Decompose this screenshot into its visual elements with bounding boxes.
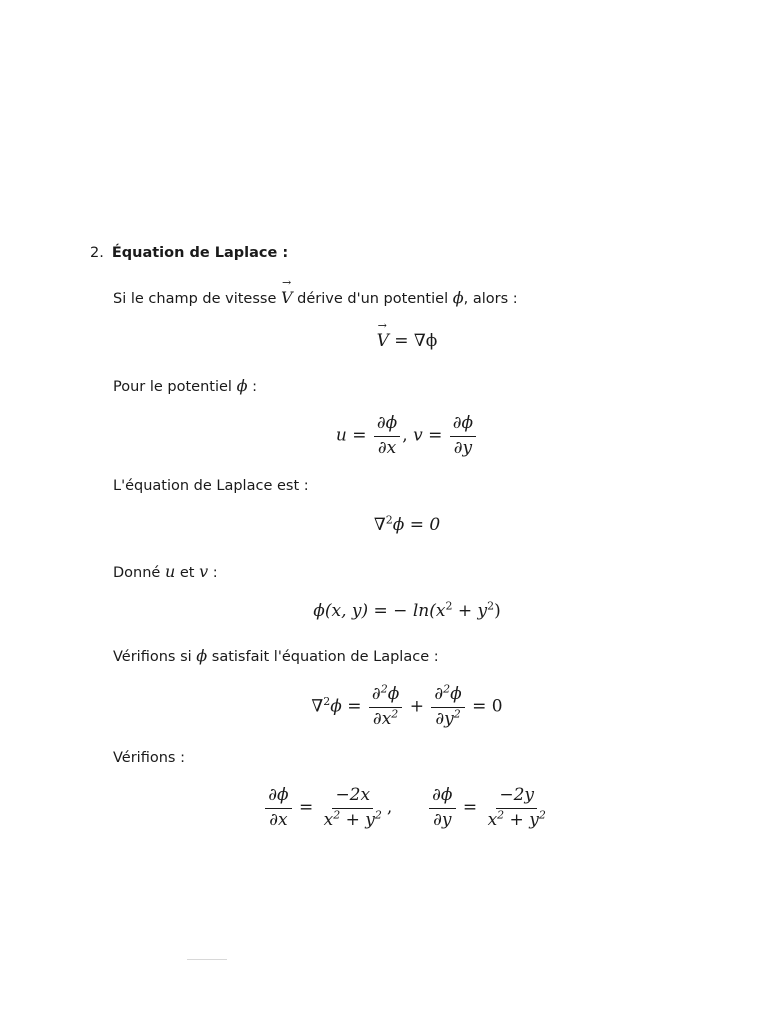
text: Vérifions si <box>113 649 197 665</box>
paragraph-verify <box>113 646 439 665</box>
fraction-dphi-dx <box>374 414 400 458</box>
exponent: 2 <box>385 513 393 527</box>
equation-rhs: = 0 <box>472 696 503 717</box>
eq-part: ϕ(x, y) = − ln(x <box>313 601 446 621</box>
text: Si le champ de vitesse <box>113 291 281 307</box>
paragraph-velocity-field <box>113 288 518 307</box>
eq-part: ϕ = <box>330 696 362 717</box>
exponent: 2 <box>445 599 453 613</box>
v-symbol: v <box>199 562 209 581</box>
u-lhs: u = <box>335 425 367 446</box>
numerator: −2y <box>496 786 537 809</box>
nabla: ∇ <box>373 515 386 535</box>
equation-rhs: = ∇ϕ <box>394 331 438 351</box>
text: : <box>208 565 218 581</box>
numerator <box>369 682 402 708</box>
equation-first-derivatives <box>0 786 768 830</box>
denominator: ∂x <box>377 437 397 458</box>
section-number: 2. <box>90 245 104 261</box>
phi: ϕ <box>387 684 400 704</box>
paragraph-given <box>113 562 218 581</box>
numerator: ∂ϕ <box>265 786 291 809</box>
text: dérive d'un potentiel <box>292 291 453 307</box>
v-lhs: v = <box>413 425 443 446</box>
fraction-dphi-dy <box>429 786 455 830</box>
vector-v-symbol: → V <box>281 288 293 307</box>
nabla: ∇ <box>311 696 324 717</box>
equals-sign: = <box>298 797 314 818</box>
equation-velocity-components <box>0 414 768 458</box>
equation-laplacian-expanded <box>0 682 768 729</box>
equation-rest: ϕ = 0 <box>392 515 441 535</box>
denominator: ∂y <box>433 809 452 830</box>
exponent: 2 <box>374 807 382 821</box>
text: : <box>247 379 257 395</box>
paragraph-verify-short: Vérifions : <box>113 750 185 766</box>
phi-symbol: ϕ <box>236 376 248 395</box>
separator: , <box>402 425 408 446</box>
text: Pour le potentiel <box>113 379 237 395</box>
phi-symbol: ϕ <box>196 646 208 665</box>
fraction-dphi-dy <box>450 414 476 458</box>
exponent: 2 <box>497 807 505 821</box>
text: satisfait l'équation de Laplace : <box>207 649 439 665</box>
exponent: 2 <box>453 706 461 720</box>
numerator: −2x <box>332 786 373 809</box>
numerator: ∂ϕ <box>374 414 400 437</box>
numerator: ∂ϕ <box>429 786 455 809</box>
exponent: 2 <box>333 807 341 821</box>
fraction-result-y <box>485 786 549 830</box>
eq-part: + y <box>452 601 488 621</box>
equation-gradient <box>0 331 768 351</box>
denominator <box>432 708 463 730</box>
section-heading <box>90 245 288 261</box>
partial-x: ∂x <box>372 708 392 729</box>
numerator: ∂ϕ <box>450 414 476 437</box>
fraction-d2phi-dx2 <box>369 682 402 729</box>
exponent: 2 <box>323 694 331 708</box>
partial-y: ∂y <box>435 708 454 729</box>
partial: ∂ <box>371 684 381 704</box>
fraction-dphi-dx <box>265 786 291 830</box>
phi-symbol: ϕ <box>452 288 464 307</box>
eq-part: ) <box>494 601 501 621</box>
plus-y: + y <box>504 809 539 830</box>
x: x <box>323 809 334 830</box>
section-title: Équation de Laplace : <box>111 245 289 261</box>
faint-stroke <box>187 959 227 960</box>
exponent: 2 <box>538 807 546 821</box>
vector-v: → V <box>377 331 389 351</box>
text: Donné <box>113 565 165 581</box>
numerator <box>431 682 464 708</box>
fraction-result-x <box>321 786 385 830</box>
exponent: 2 <box>443 682 451 696</box>
denominator: ∂x <box>269 809 288 830</box>
paragraph-potential <box>113 376 257 395</box>
exponent: 2 <box>380 682 388 696</box>
equation-potential-function <box>0 601 768 621</box>
phi: ϕ <box>450 684 462 704</box>
u-symbol: u <box>164 562 176 581</box>
denominator <box>485 809 549 831</box>
exponent: 2 <box>391 706 399 720</box>
text: et <box>175 565 200 581</box>
denominator: ∂y <box>453 437 473 458</box>
denominator <box>321 809 385 831</box>
exponent: 2 <box>487 599 495 613</box>
text: , alors : <box>463 291 518 307</box>
paragraph-laplace: L'équation de Laplace est : <box>113 478 309 494</box>
equals-sign: = <box>462 797 478 818</box>
fraction-d2phi-dy2 <box>431 682 464 729</box>
x: x <box>487 809 498 830</box>
denominator <box>370 708 401 730</box>
partial: ∂ <box>434 684 444 704</box>
separator: , <box>386 797 393 818</box>
equation-laplace <box>0 515 768 535</box>
plus-y: + y <box>340 809 375 830</box>
plus-sign: + <box>409 696 424 717</box>
